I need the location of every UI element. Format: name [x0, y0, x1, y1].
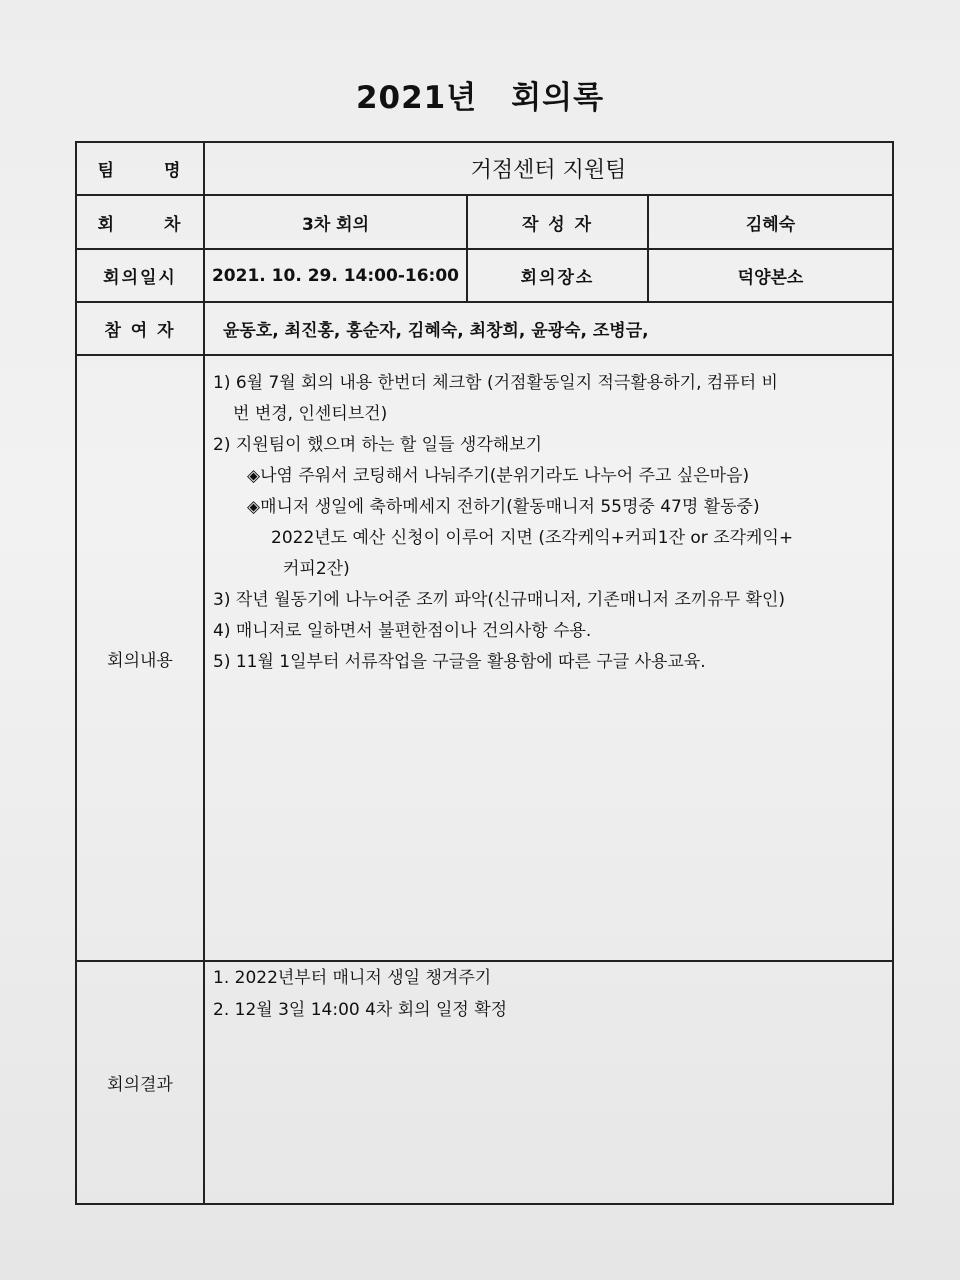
contents-cell [204, 355, 893, 961]
contents-row [76, 355, 893, 961]
datetime-label: 회의일시 [76, 249, 204, 302]
contents-line: 2) 지원팀이 했으며 하는 할 일들 생각해보기 [213, 435, 543, 455]
datetime-row [76, 249, 893, 302]
results-line: 2. 12월 3일 14:00 4차 회의 일정 확정 [213, 1000, 508, 1020]
minutes-table [75, 141, 894, 1205]
author-value: 김혜숙 [648, 195, 893, 249]
contents-line: 2022년도 예산 신청이 이루어 지면 (조각케익+커피1잔 or 조각케익+ [271, 528, 794, 548]
title-year: 2021년 [355, 80, 478, 116]
team-value: 거점센터 지원팀 [204, 142, 893, 195]
document-title [0, 72, 960, 117]
contents-line: 3) 작년 월동기에 나누어준 조끼 파악(신규매니저, 기존매니저 조끼유무 확인) [213, 590, 786, 610]
contents-line: 4) 매니저로 일하면서 불편한점이나 건의사항 수용. [213, 621, 592, 641]
place-value: 덕양본소 [648, 249, 893, 302]
session-label: 회 차 [76, 195, 204, 249]
attendees-row [76, 302, 893, 355]
contents-line: ◈나염 주워서 코팅해서 나눠주기(분위기라도 나누어 주고 싶은마음) [247, 466, 750, 486]
team-label: 팀 명 [76, 142, 204, 195]
contents-line: 1) 6월 7월 회의 내용 한번더 체크함 (거점활동일지 적극활용하기, 컴퓨터 비 [213, 373, 778, 393]
results-cell [204, 961, 893, 1204]
contents-list [205, 356, 892, 678]
author-label: 작 성 자 [467, 195, 648, 249]
datetime-value: 2021. 10. 29. 14:00-16:00 [204, 249, 467, 302]
results-list [205, 962, 892, 1026]
contents-line: 번 변경, 인센티브건) [233, 404, 388, 424]
contents-label: 회의내용 [76, 355, 204, 961]
results-row [76, 961, 893, 1204]
results-line: 1. 2022년부터 매니저 생일 챙겨주기 [213, 968, 492, 988]
contents-line: 5) 11월 1일부터 서류작업을 구글을 활용함에 따른 구글 사용교육. [213, 652, 706, 672]
title-doc: 회의록 [511, 80, 605, 116]
contents-line: ◈매니저 생일에 축하메세지 전하기(활동매니저 55명중 47명 활동중) [247, 497, 760, 517]
attendees-value: 윤동호, 최진홍, 홍순자, 김혜숙, 최창희, 윤광숙, 조병금, [204, 302, 893, 355]
session-value: 3차 회의 [204, 195, 467, 249]
team-row [76, 142, 893, 195]
attendees-label: 참 여 자 [76, 302, 204, 355]
session-row [76, 195, 893, 249]
contents-line: 커피2잔) [283, 559, 350, 579]
place-label: 회의장소 [467, 249, 648, 302]
results-label: 회의결과 [76, 961, 204, 1204]
